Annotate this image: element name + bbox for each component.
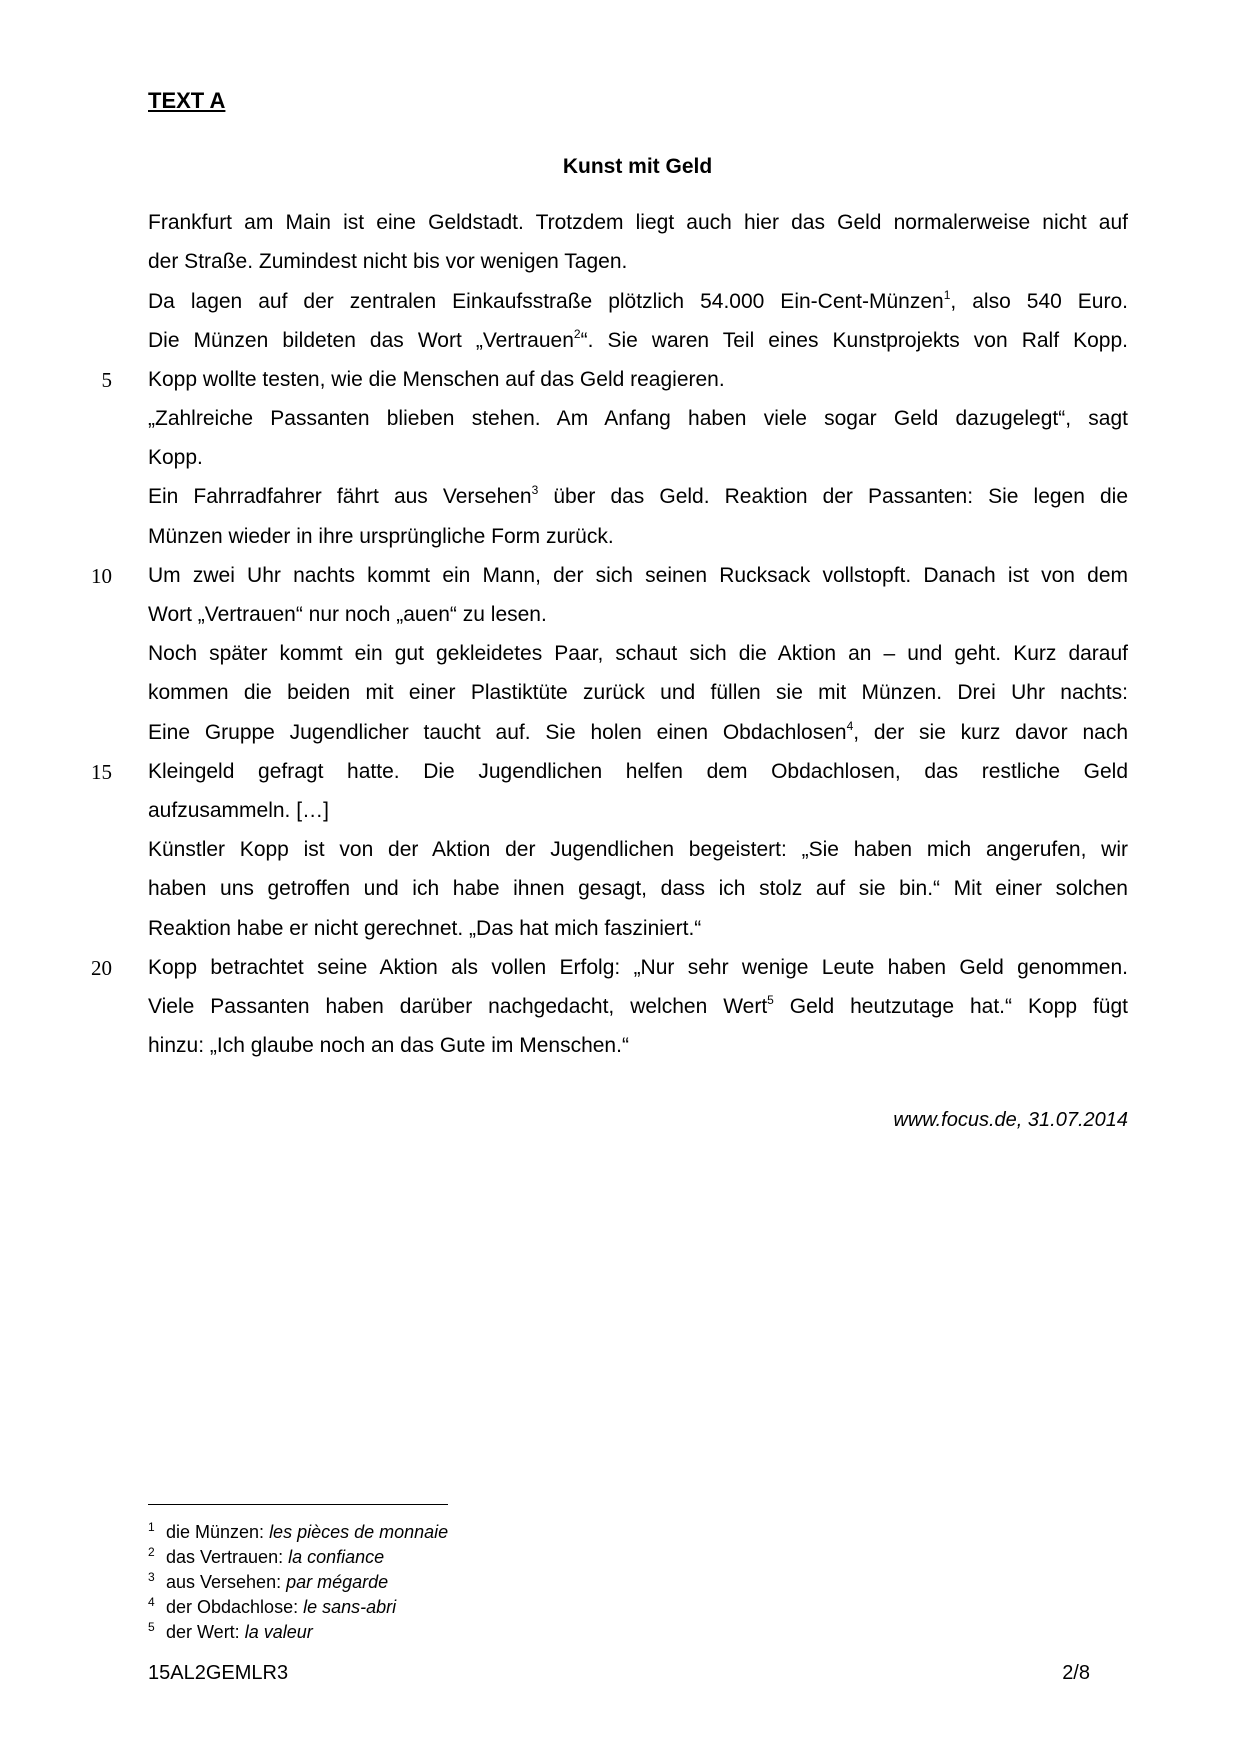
footnote-ref: 1 [943,288,951,302]
footnote-ref: 2 [573,327,581,341]
line-number: 15 [91,760,112,784]
footnote: 2 das Vertrauen: la confiance [148,1545,385,1567]
text-line: Noch später kommt ein gut gekleidetes Paar, schaut sich die Aktion an – und geht. Kurz darauf [148,642,1128,665]
text-line: Da lagen auf der zentralen Einkaufsstraße plötzlich 54.000 Ein-Cent-Münzen$^1$, also 540 Euro. [148,288,1128,313]
footnote-ref: 4 [846,719,854,733]
text-line: Frankfurt am Main ist eine Geldstadt. Trotzdem liegt auch hier das Geld normalerweise nicht auf [148,211,1128,234]
text-line: Kleingeld gefragt hatte. Die Jugendlichen helfen dem Obdachlosen, das restliche Geld [148,760,1128,783]
text-line: Um zwei Uhr nachts kommt ein Mann, der sich seinen Rucksack vollstopft. Danach ist von dem [148,564,1128,587]
text-line: Eine Gruppe Jugendlicher taucht auf. Sie holen einen Obdachlosen$^4$, der sie kurz davor nach [148,719,1129,744]
text-line: „Zahlreiche Passanten blieben stehen. Am Anfang haben viele sogar Geld dazugelegt“, sagt [148,407,1128,430]
text-line: Wort „Vertrauen“ nur noch „auen“ zu lesen. [148,603,547,626]
section-label: TEXT A [148,88,226,113]
text-line: Künstler Kopp ist von der Aktion der Jugendlichen begeistert: „Sie haben mich angerufen, wir [148,838,1128,861]
text-line: Kopp. [148,446,203,469]
text-line: haben uns getroffen und ich habe ihnen gesagt, dass ich stolz auf sie bin.“ Mit einer solchen [148,877,1128,900]
text-line: Münzen wieder in ihre ursprüngliche Form zurück. [148,525,614,548]
footnote-divider [148,1504,448,1505]
footnote: 5 der Wert: la valeur [148,1620,313,1642]
text-line: der Straße. Zumindest nicht bis vor wenigen Tagen. [148,250,628,273]
text-line: aufzusammeln. […] [148,799,329,822]
footnote-ref: 3 [531,483,539,497]
footnote-ref: 5 [767,993,774,1007]
text-line: kommen die beiden mit einer Plastiktüte zurück und füllen sie mit Münzen. Drei Uhr nachts: [148,681,1128,704]
text-line: hinzu: „Ich glaube noch an das Gute im Menschen.“ [148,1034,629,1057]
line-number: 10 [91,564,112,588]
page-number: 2/8 [1062,1662,1090,1684]
footnote: 3 aus Versehen: par mégarde [148,1570,389,1592]
line-number: 5 [101,368,112,392]
text-line: Kopp wollte testen, wie die Menschen auf das Geld reagieren. [148,368,725,391]
text-line: Die Münzen bildeten das Wort „Vertrauen$^2$“. Sie waren Teil eines Kunstprojekts von Ralf Kopp. [148,327,1128,352]
footnote: 4 der Obdachlose: le sans-abri [148,1595,397,1617]
text-line: Kopp betrachtet seine Aktion als vollen Erfolg: „Nur sehr wenige Leute haben Geld genommen. [148,956,1128,979]
document-code: 15AL2GEMLR3 [148,1662,289,1684]
line-number: 20 [91,956,112,980]
text-line: Reaktion habe er nicht gerechnet. „Das hat mich fasziniert.“ [148,917,702,940]
article-title: Kunst mit Geld [562,155,713,178]
text-line: Viele Passanten haben darüber nachgedacht, welchen Wert$^5$ Geld heutzutage hat.“ Kopp fügt [148,993,1128,1018]
footnote: 1 die Münzen: les pièces de monnaie [148,1520,449,1542]
source-citation: www.focus.de, 31.07.2014 [893,1109,1128,1131]
text-line: Ein Fahrradfahrer fährt aus Versehen$^3$ über das Geld. Reaktion der Passanten: Sie legen die [148,483,1128,508]
